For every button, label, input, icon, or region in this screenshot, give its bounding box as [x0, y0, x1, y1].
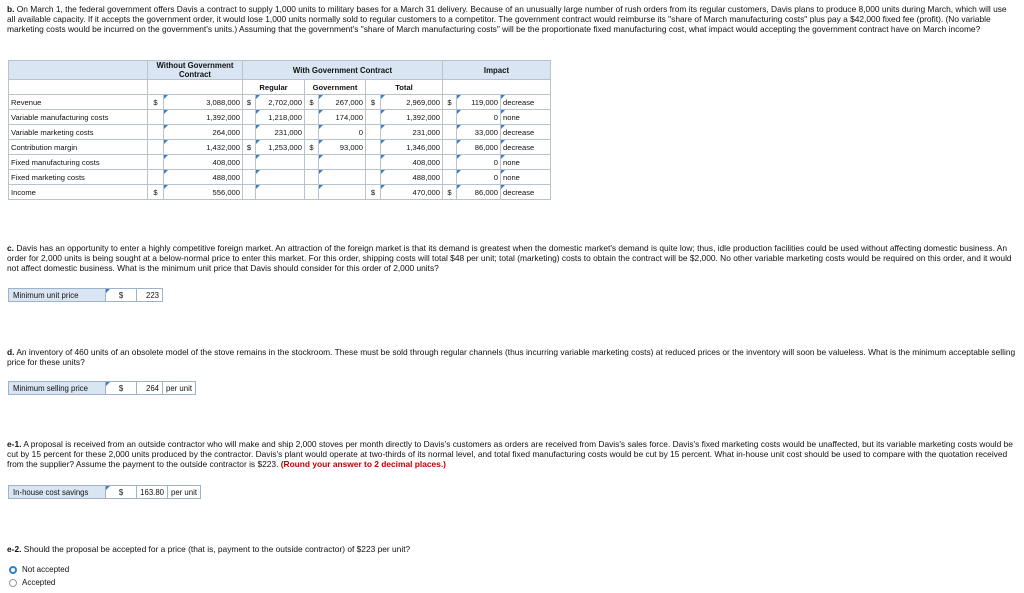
currency-symbol: [243, 110, 256, 125]
minimum-selling-price-label: Minimum selling price: [8, 381, 106, 395]
part-c-question: [7, 243, 1017, 273]
minimum-unit-price-input[interactable]: 223: [137, 288, 163, 302]
currency-symbol: [305, 185, 319, 200]
regular-value[interactable]: 2,702,000: [256, 95, 305, 110]
impact-direction-select[interactable]: none: [501, 170, 551, 185]
impact-direction-select[interactable]: decrease: [501, 125, 551, 140]
currency-symbol: [148, 140, 164, 155]
minimum-selling-price-row: [8, 381, 196, 395]
row-label: Fixed manufacturing costs: [9, 155, 148, 170]
impact-value[interactable]: 86,000: [457, 185, 501, 200]
regular-value[interactable]: [256, 170, 305, 185]
table-row: [9, 140, 551, 155]
unit-label: per unit: [163, 381, 196, 395]
impact-value[interactable]: 0: [457, 155, 501, 170]
regular-value[interactable]: 231,000: [256, 125, 305, 140]
part-e1-text: A proposal is received from an outside contractor who will make and ship 2,000 stoves per month directly to Davis's customers as orders are received from Davis's sales force. Davis's fixed marketing costs would be unaffected, but its variable marketing costs would be cut by 15 percent for these 2,000 units produced by the contractor. Davis's plant would operate at two-thirds of its normal level, and total fixed manufacturing costs would be cut by 15 percent. What in-house unit cost should be used to compare with the quotation received from the supplier? Assume the payment to the outside contractor is $223.: [7, 439, 1013, 469]
minimum-unit-price-row: [8, 288, 163, 302]
currency-symbol: [148, 170, 164, 185]
impact-direction-select[interactable]: decrease: [501, 185, 551, 200]
currency-symbol: $: [443, 185, 457, 200]
radio-not-accepted[interactable]: [9, 565, 69, 574]
currency-symbol: [443, 140, 457, 155]
currency-symbol: $: [106, 288, 137, 302]
impact-direction-select[interactable]: none: [501, 155, 551, 170]
currency-symbol: [148, 125, 164, 140]
government-value[interactable]: 93,000: [319, 140, 366, 155]
part-b-text: On March 1, the federal government offers Davis a contract to supply 1,000 units to military bases for a March 31 delivery. Because of an unusually large number of rush orders from its regular customers, Davis plans to produce 8,000 units during March, which will use all available capacity. If it accepts the government order, it would lose 1,000 units normally sold to regular customers to a competitor. The government contract would reimburse its "share of March manufacturing costs" plus pay a $42,000 fixed fee (profit). (No variable marketing costs would be incurred on the government's units.) Assuming that the government's "share of March manufacturing costs" will be the proportionate fixed manufacturing cost, what impact would accepting the government contract have on March income?: [7, 4, 1007, 34]
currency-symbol: $: [106, 485, 137, 499]
without-contract-value[interactable]: 264,000: [164, 125, 243, 140]
part-b-question: [7, 4, 1017, 34]
radio-selected-icon[interactable]: [9, 566, 17, 574]
currency-symbol: [366, 110, 381, 125]
currency-symbol: [366, 170, 381, 185]
impact-value[interactable]: 86,000: [457, 140, 501, 155]
without-contract-value[interactable]: 408,000: [164, 155, 243, 170]
table-row: [9, 185, 551, 200]
without-contract-value[interactable]: 1,392,000: [164, 110, 243, 125]
total-value[interactable]: 408,000: [381, 155, 443, 170]
part-d-label: d.: [7, 347, 15, 357]
impact-direction-select[interactable]: decrease: [501, 140, 551, 155]
government-value[interactable]: 174,000: [319, 110, 366, 125]
in-house-cost-savings-label: In-house cost savings: [8, 485, 106, 499]
currency-symbol: $: [148, 95, 164, 110]
radio-accepted[interactable]: [9, 578, 55, 587]
radio-unselected-icon[interactable]: [9, 579, 17, 587]
currency-symbol: [443, 125, 457, 140]
part-e1-question: [7, 439, 1017, 469]
subheader-regular: Regular: [243, 80, 305, 95]
part-d-text: An inventory of 460 units of an obsolete model of the stove remains in the stockroom. These must be sold through regular channels (thus incurring variable marketing costs) at reduced prices or the inventory will soon be valueless. What is the minimum acceptable selling price for these units?: [7, 347, 1016, 367]
row-label: Variable manufacturing costs: [9, 110, 148, 125]
impact-value[interactable]: 33,000: [457, 125, 501, 140]
without-contract-value[interactable]: 3,088,000: [164, 95, 243, 110]
currency-symbol: $: [305, 95, 319, 110]
government-value[interactable]: [319, 155, 366, 170]
government-value[interactable]: 267,000: [319, 95, 366, 110]
minimum-selling-price-input[interactable]: 264: [137, 381, 163, 395]
table-row: [9, 170, 551, 185]
currency-symbol: [148, 110, 164, 125]
currency-symbol: [243, 125, 256, 140]
table-row: [9, 125, 551, 140]
total-value[interactable]: 470,000: [381, 185, 443, 200]
rounding-note: (Round your answer to 2 decimal places.): [280, 459, 446, 469]
currency-symbol: $: [305, 140, 319, 155]
currency-symbol: [443, 155, 457, 170]
part-c-label: c.: [7, 243, 14, 253]
government-value[interactable]: 0: [319, 125, 366, 140]
total-value[interactable]: 1,392,000: [381, 110, 443, 125]
currency-symbol: $: [106, 381, 137, 395]
subheader-government: Government: [305, 80, 366, 95]
currency-symbol: [443, 110, 457, 125]
regular-value[interactable]: [256, 185, 305, 200]
regular-value[interactable]: 1,218,000: [256, 110, 305, 125]
currency-symbol: [243, 185, 256, 200]
currency-symbol: $: [243, 140, 256, 155]
currency-symbol: [366, 140, 381, 155]
row-label: Revenue: [9, 95, 148, 110]
table-row: [9, 155, 551, 170]
impact-value[interactable]: 119,000: [457, 95, 501, 110]
table-row: [9, 95, 551, 110]
currency-symbol: [443, 170, 457, 185]
row-label: Fixed marketing costs: [9, 170, 148, 185]
total-value[interactable]: 488,000: [381, 170, 443, 185]
impact-direction-select[interactable]: none: [501, 110, 551, 125]
currency-symbol: [148, 155, 164, 170]
regular-value[interactable]: [256, 155, 305, 170]
part-b-label: b.: [7, 4, 15, 14]
without-contract-value[interactable]: 488,000: [164, 170, 243, 185]
currency-symbol: [305, 170, 319, 185]
currency-symbol: $: [366, 185, 381, 200]
table-header-row: [9, 61, 551, 80]
table-row: [9, 110, 551, 125]
currency-symbol: [305, 125, 319, 140]
row-label: Income: [9, 185, 148, 200]
subheader-total: Total: [366, 80, 443, 95]
blank-header: [9, 61, 148, 80]
part-e2-question: [7, 544, 1017, 554]
unit-label: per unit: [168, 485, 201, 499]
in-house-cost-savings-row: [8, 485, 201, 499]
row-label: Variable marketing costs: [9, 125, 148, 140]
part-e1-label: e-1.: [7, 439, 22, 449]
option-label: Accepted: [22, 578, 56, 587]
minimum-unit-price-label: Minimum unit price: [8, 288, 106, 302]
table-subheader-row: [9, 80, 551, 95]
total-value[interactable]: 231,000: [381, 125, 443, 140]
currency-symbol: $: [443, 95, 457, 110]
currency-symbol: $: [148, 185, 164, 200]
currency-symbol: $: [243, 95, 256, 110]
header-with: With Government Contract: [243, 61, 443, 80]
without-contract-value[interactable]: 1,432,000: [164, 140, 243, 155]
part-d-question: [7, 347, 1017, 367]
row-label: Contribution margin: [9, 140, 148, 155]
currency-symbol: $: [366, 95, 381, 110]
impact-table: [8, 60, 551, 200]
in-house-cost-savings-input[interactable]: 163.80: [137, 485, 168, 499]
currency-symbol: [366, 125, 381, 140]
currency-symbol: [305, 110, 319, 125]
currency-symbol: [243, 170, 256, 185]
without-contract-value[interactable]: 556,000: [164, 185, 243, 200]
government-value[interactable]: [319, 185, 366, 200]
impact-value[interactable]: 0: [457, 110, 501, 125]
header-without: Without Government Contract: [148, 61, 243, 80]
government-value[interactable]: [319, 170, 366, 185]
total-value[interactable]: 2,969,000: [381, 95, 443, 110]
option-label: Not accepted: [22, 565, 70, 574]
impact-value[interactable]: 0: [457, 170, 501, 185]
total-value[interactable]: 1,346,000: [381, 140, 443, 155]
part-c-text: Davis has an opportunity to enter a highly competitive foreign market. An attraction of the foreign market is that its demand is greatest when the domestic market's demand is quite low; thus, idle production facilities could be used without affecting domestic business. An order for 2,000 units is being sought at a below-normal price to enter this market. For this order, shipping costs will total $48 per unit; total (marketing) costs to obtain the contract will be $2,000. No other variable marketing costs would be required on this order, and it would not affect domestic business. What is the minimum unit price that Davis should consider for this order of 2,000 units?: [7, 243, 1012, 273]
currency-symbol: [243, 155, 256, 170]
currency-symbol: [305, 155, 319, 170]
header-impact: Impact: [443, 61, 551, 80]
currency-symbol: [366, 155, 381, 170]
regular-value[interactable]: 1,253,000: [256, 140, 305, 155]
part-e2-text: Should the proposal be accepted for a price (that is, payment to the outside contractor) of $223 per unit?: [23, 544, 411, 554]
part-e2-label: e-2.: [7, 544, 22, 554]
impact-direction-select[interactable]: decrease: [501, 95, 551, 110]
